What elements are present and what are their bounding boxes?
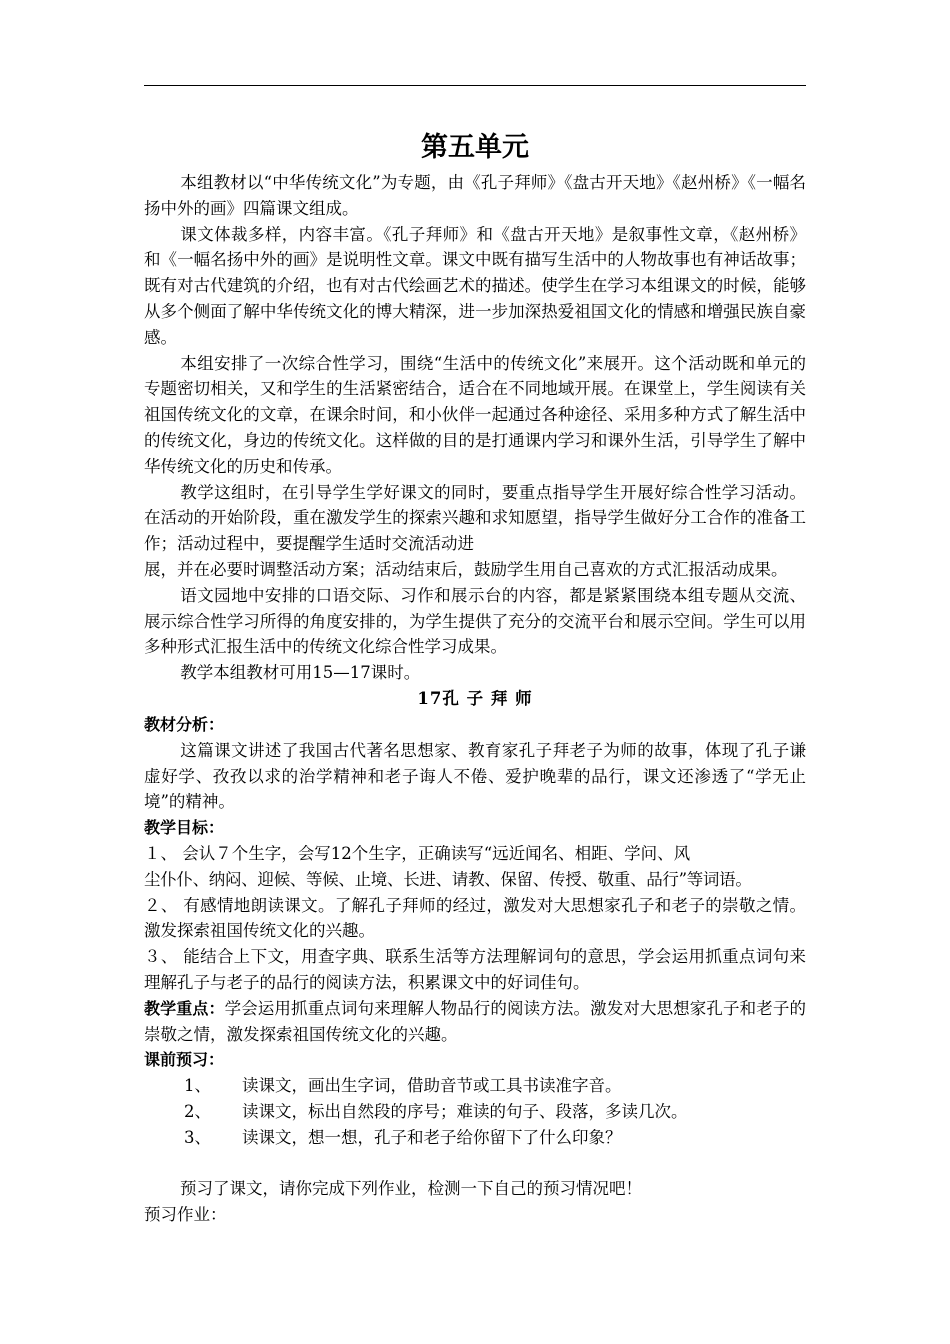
preview-item-text: 读课文，标出自然段的序号；难读的句子、段落，多读几次。 [242,1101,688,1121]
preview-item [144,1099,806,1125]
key-points-text: 学会运用抓重点词句来理解人物品行的阅读方法。激发对大思想家孔子和老子的崇敬之情，激发探索祖国传统文化的兴趣。 [144,998,806,1044]
preview-item-number: 1、 [184,1076,211,1096]
preview-item-number: 2、 [184,1101,211,1121]
preview-item-text: 读课文，画出生字词，借助音节或工具书读准字音。 [242,1076,622,1096]
blank-line [144,1150,806,1176]
key-points-heading: 教学重点： [144,998,225,1018]
lesson-title: 17孔 子 拜 师 [417,688,533,708]
goal-item-2: ２、 有感情地朗读课文。了解孔子拜师的经过，激发对大思想家孔子和老子的崇敬之情。激发探索祖国传统文化的兴趣。 [144,895,806,941]
intro-paragraph-2: 课文体裁多样，内容丰富。《孔子拜师》和《盘古开天地》是叙事性文章，《赵州桥》和《一幅名扬中外的画》是说明性文章。课文中既有描写生活中的人物故事也有神话故事；既有对古代建筑的介绍，也有对古代绘画艺术的描述。使学生在学习本组课文的时候，能够从多个侧面了解中华传统文化的博大精深，进一步加深热爱祖国文化的情感和增强民族自豪感。 [144,224,806,347]
preview-item [144,1125,806,1151]
analysis-heading: 教材分析： [144,714,225,734]
goal-item-1-line-2: 尘仆仆、纳闷、迎候、等候、止境、长进、请教、保留、传授、敬重、品行”等词语。 [144,869,752,889]
preview-heading: 课前预习： [144,1050,225,1070]
intro-paragraph-1: 本组教材以“中华传统文化”为专题，由《孔子拜师》《盘古开天地》《赵州桥》《一幅名扬中外的画》四篇课文组成。 [144,173,806,218]
intro-paragraph-6: 教学本组教材可用15—17课时。 [180,663,421,683]
goal-item-3: ３、 能结合上下文，用查字典、联系生活等方法理解词句的意思，学会运用抓重点词句来理解孔子与老子的品行的阅读方法，积累课文中的好词佳句。 [144,947,806,992]
analysis-text: 这篇课文讲述了我国古代著名思想家、教育家孔子拜老子为师的故事，体现了孔子谦虚好学、孜孜以求的治学精神和老子诲人不倦、爱护晚辈的品行，课文还渗透了“学无止境”的精神。 [144,740,806,812]
intro-paragraph-5: 语文园地中安排的口语交际、习作和展示台的内容，都是紧紧围绕本组专题从交流、展示综合性学习所得的角度安排的，为学生提供了充分的交流平台和展示空间。学生可以用多种形式汇报生活中的传统文化综合性学习成果。 [144,585,806,657]
preview-item-text: 读课文，想一想，孔子和老子给你留下了什么印象？ [242,1127,622,1147]
unit-title: 第五单元 [421,132,529,163]
intro-paragraph-3: 本组安排了一次综合性学习，围绕“生活中的传统文化”来展开。这个活动既和单元的专题密切相关，又和学生的生活紧密结合，适合在不同地域开展。在课堂上，学生阅读有关祖国传统文化的文章，在课余时间，和小伙伴一起通过各种途径、采用多种方式了解生活中的传统文化，身边的传统文化。这样做的目的是打通课内学习和课外生活，引导学生了解中华传统文化的历史和传承。 [144,353,806,476]
key-points [144,996,806,1048]
intro-paragraph-4-continuation: 展，并在必要时调整活动方案；活动结束后，鼓励学生用自己喜欢的方式汇报活动成果。 [144,559,788,579]
preview-item-number: 3、 [184,1127,211,1147]
closing-text: 预习了课文，请你完成下列作业，检测一下自己的预习情况吧！ [180,1179,642,1199]
preview-item [144,1073,806,1099]
document-body [144,126,806,1228]
goal-item-1-line-1: １、 会认７个生字，会写12个生字，正确读写“远近闻名、相距、学问、风 [144,843,691,863]
header-rule [144,85,806,86]
homework-label: 预习作业： [144,1205,227,1225]
intro-paragraph-4: 教学这组时，在引导学生学好课文的同时，要重点指导学生开展好综合性学习活动。在活动的开始阶段，重在激发学生的探索兴趣和求知愿望，指导学生做好分工合作的准备工作；活动过程中，要提醒学生适时交流活动进 [144,482,806,554]
goals-heading: 教学目标： [144,818,225,838]
